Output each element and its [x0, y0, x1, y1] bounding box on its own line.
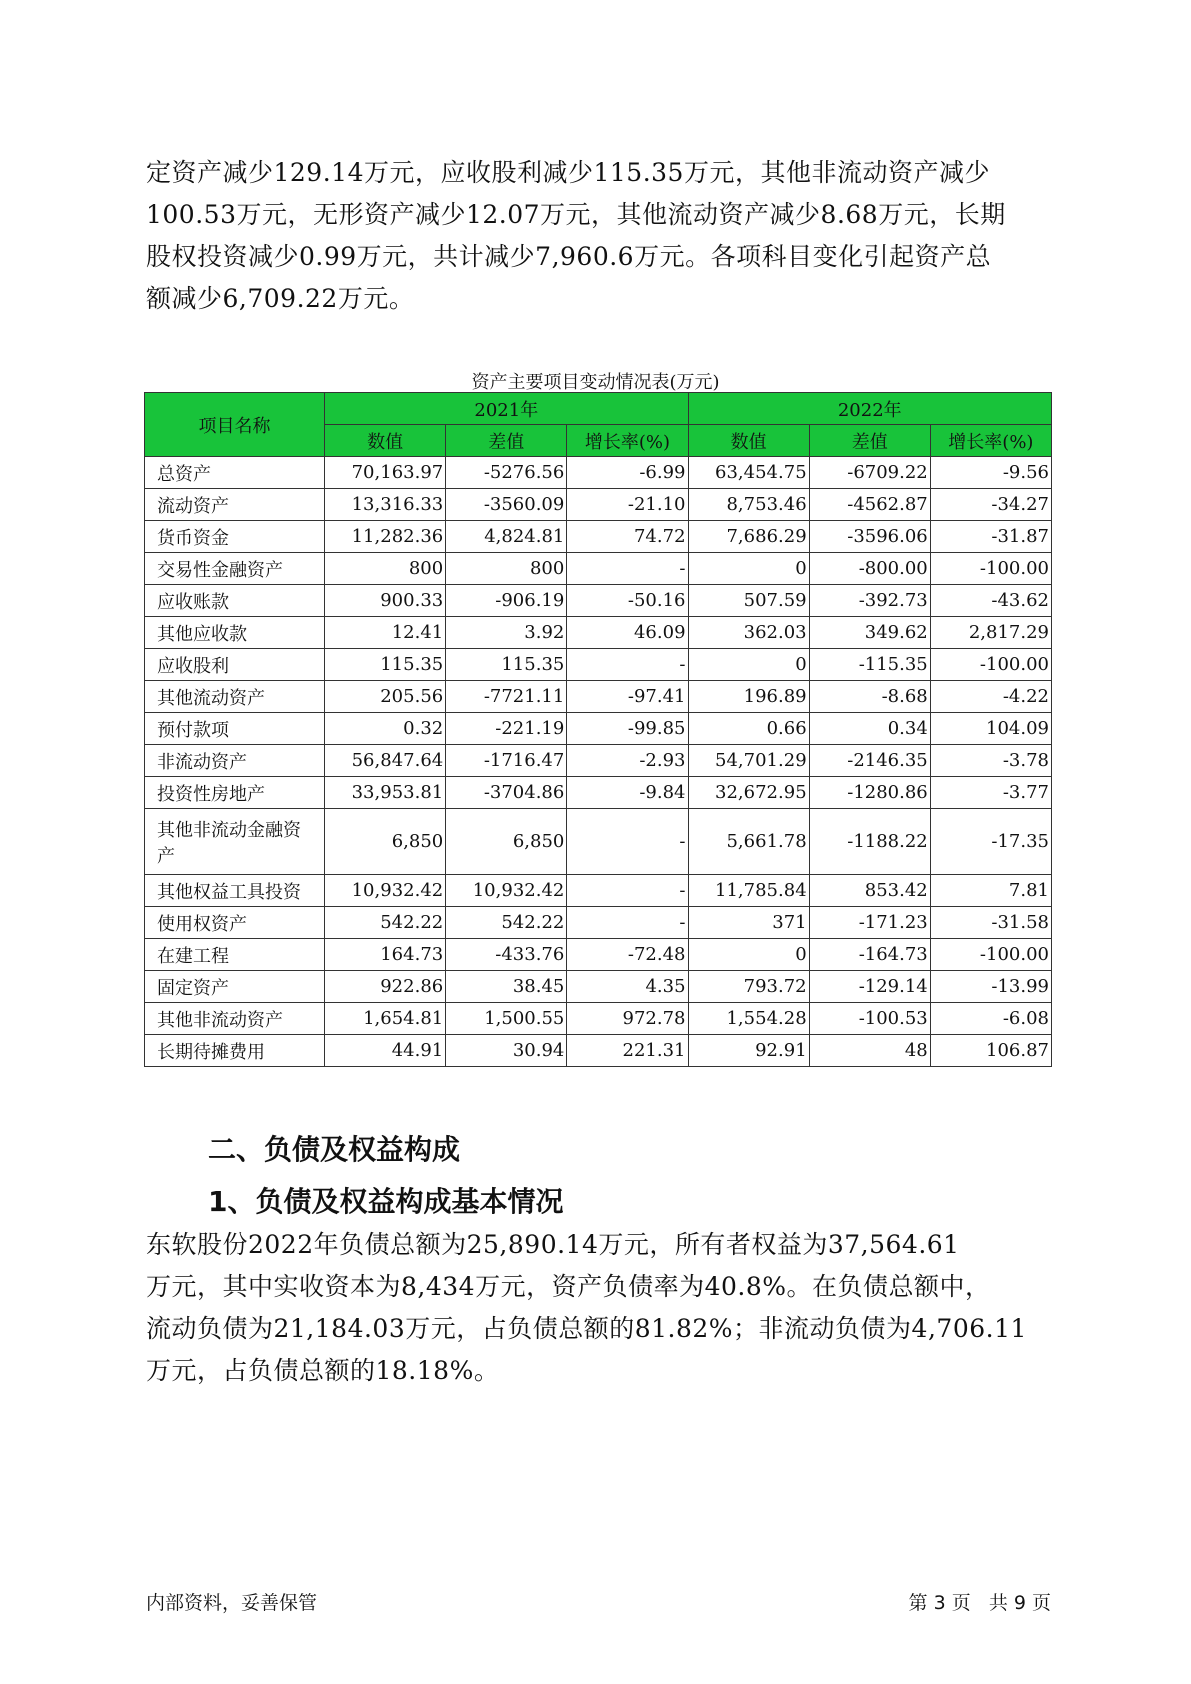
table-row [145, 971, 1052, 1003]
row-value-cell: 5,661.78 [688, 809, 809, 875]
row-value-cell: 542.22 [325, 907, 446, 939]
row-value-cell: -800.00 [809, 553, 930, 585]
paragraph-line: 万元，占负债总额的18.18%。 [146, 1356, 500, 1385]
row-value-cell: -171.23 [809, 907, 930, 939]
row-item-name: 在建工程 [145, 939, 325, 971]
row-value-cell: -906.19 [446, 585, 567, 617]
row-value-cell: 44.91 [325, 1035, 446, 1067]
row-value-cell: 6,850 [446, 809, 567, 875]
table-row [145, 553, 1052, 585]
header-growth-2022: 增长率(%) [930, 425, 1051, 457]
section-heading: 二、负债及权益构成 [208, 1133, 461, 1166]
table-row [145, 875, 1052, 907]
row-value-cell: -6.99 [567, 457, 688, 489]
row-value-cell: 56,847.64 [325, 745, 446, 777]
row-item-name: 货币资金 [145, 521, 325, 553]
row-value-cell: 46.09 [567, 617, 688, 649]
row-value-cell: - [567, 649, 688, 681]
row-value-cell: 106.87 [930, 1035, 1051, 1067]
body-paragraph [146, 1224, 1050, 1392]
row-value-cell: 0 [688, 649, 809, 681]
row-value-cell: 70,163.97 [325, 457, 446, 489]
table-row [145, 649, 1052, 681]
subsection-heading: 1、负债及权益构成基本情况 [208, 1185, 564, 1218]
row-value-cell: -1716.47 [446, 745, 567, 777]
row-item-name: 长期待摊费用 [145, 1035, 325, 1067]
paragraph-line: 东软股份2022年负债总额为25,890.14万元，所有者权益为37,564.61 [146, 1230, 960, 1259]
row-value-cell: 205.56 [325, 681, 446, 713]
table-row [145, 907, 1052, 939]
row-value-cell: -1280.86 [809, 777, 930, 809]
row-value-cell: -9.56 [930, 457, 1051, 489]
row-value-cell: - [567, 875, 688, 907]
row-value-cell: 800 [446, 553, 567, 585]
row-value-cell: 164.73 [325, 939, 446, 971]
row-value-cell: 12.41 [325, 617, 446, 649]
row-value-cell: -100.53 [809, 1003, 930, 1035]
asset-change-table [144, 392, 1052, 1067]
row-value-cell: 30.94 [446, 1035, 567, 1067]
row-value-cell: 0 [688, 939, 809, 971]
row-value-cell: 115.35 [446, 649, 567, 681]
row-value-cell: 1,500.55 [446, 1003, 567, 1035]
row-value-cell: 104.09 [930, 713, 1051, 745]
row-value-cell: 2,817.29 [930, 617, 1051, 649]
row-value-cell: 221.31 [567, 1035, 688, 1067]
row-value-cell: 33,953.81 [325, 777, 446, 809]
row-value-cell: -13.99 [930, 971, 1051, 1003]
row-value-cell: 507.59 [688, 585, 809, 617]
row-value-cell: 11,282.36 [325, 521, 446, 553]
row-value-cell: -99.85 [567, 713, 688, 745]
row-item-name: 使用权资产 [145, 907, 325, 939]
row-value-cell: -9.84 [567, 777, 688, 809]
paragraph-line: 100.53万元，无形资产减少12.07万元，其他流动资产减少8.68万元，长期 [146, 200, 1006, 229]
row-value-cell: 32,672.95 [688, 777, 809, 809]
row-value-cell: -4562.87 [809, 489, 930, 521]
row-value-cell: 63,454.75 [688, 457, 809, 489]
row-value-cell: -221.19 [446, 713, 567, 745]
row-value-cell: 1,654.81 [325, 1003, 446, 1035]
row-value-cell: -31.87 [930, 521, 1051, 553]
row-value-cell: -8.68 [809, 681, 930, 713]
header-diff-2022: 差值 [809, 425, 930, 457]
header-diff-2021: 差值 [446, 425, 567, 457]
header-growth-2021: 增长率(%) [567, 425, 688, 457]
row-value-cell: -100.00 [930, 649, 1051, 681]
row-value-cell: 1,554.28 [688, 1003, 809, 1035]
footer-page-number: 第 3 页 共 9 页 [908, 1592, 1051, 1614]
row-value-cell: 10,932.42 [446, 875, 567, 907]
row-value-cell: - [567, 553, 688, 585]
row-item-name: 应收股利 [145, 649, 325, 681]
row-value-cell: 0.32 [325, 713, 446, 745]
row-value-cell: 196.89 [688, 681, 809, 713]
row-value-cell: 48 [809, 1035, 930, 1067]
paragraph-line: 流动负债为21,184.03万元，占负债总额的81.82%；非流动负债为4,706.11 [146, 1314, 1027, 1343]
row-value-cell: -3.77 [930, 777, 1051, 809]
row-value-cell: -100.00 [930, 939, 1051, 971]
row-item-name: 投资性房地产 [145, 777, 325, 809]
row-value-cell: 362.03 [688, 617, 809, 649]
row-value-cell: -3596.06 [809, 521, 930, 553]
header-year-2022: 2022年 [688, 393, 1051, 425]
row-value-cell: 3.92 [446, 617, 567, 649]
row-value-cell: 7,686.29 [688, 521, 809, 553]
row-value-cell: -6.08 [930, 1003, 1051, 1035]
row-value-cell: -43.62 [930, 585, 1051, 617]
row-value-cell: 853.42 [809, 875, 930, 907]
row-value-cell: -3704.86 [446, 777, 567, 809]
row-value-cell: 349.62 [809, 617, 930, 649]
table-caption: 资产主要项目变动情况表(万元) [471, 372, 720, 393]
row-value-cell: -5276.56 [446, 457, 567, 489]
row-value-cell: -3560.09 [446, 489, 567, 521]
paragraph-line: 万元，其中实收资本为8,434万元，资产负债率为40.8%。在负债总额中， [146, 1272, 991, 1301]
header-year-2021: 2021年 [325, 393, 688, 425]
table-row [145, 457, 1052, 489]
table-row [145, 745, 1052, 777]
row-item-name: 总资产 [145, 457, 325, 489]
row-item-name: 非流动资产 [145, 745, 325, 777]
row-value-cell: 6,850 [325, 809, 446, 875]
row-value-cell: 900.33 [325, 585, 446, 617]
row-value-cell: 793.72 [688, 971, 809, 1003]
row-value-cell: 4,824.81 [446, 521, 567, 553]
row-value-cell: -115.35 [809, 649, 930, 681]
row-value-cell: -392.73 [809, 585, 930, 617]
header-value-2022: 数值 [688, 425, 809, 457]
footer-confidential-note: 内部资料，妥善保管 [146, 1592, 318, 1614]
row-value-cell: 115.35 [325, 649, 446, 681]
header-value-2021: 数值 [325, 425, 446, 457]
table-row [145, 489, 1052, 521]
row-item-name: 其他权益工具投资 [145, 875, 325, 907]
row-item-name: 其他流动资产 [145, 681, 325, 713]
row-value-cell: 13,316.33 [325, 489, 446, 521]
row-value-cell: -17.35 [930, 809, 1051, 875]
table-row [145, 713, 1052, 745]
row-item-name: 其他非流动资产 [145, 1003, 325, 1035]
row-item-name: 其他应收款 [145, 617, 325, 649]
table-row [145, 777, 1052, 809]
intro-paragraph [146, 152, 1050, 320]
row-value-cell: - [567, 907, 688, 939]
table-row [145, 585, 1052, 617]
table-row [145, 1003, 1052, 1035]
row-value-cell: 0.34 [809, 713, 930, 745]
row-value-cell: 38.45 [446, 971, 567, 1003]
row-value-cell: -6709.22 [809, 457, 930, 489]
row-item-name: 应收账款 [145, 585, 325, 617]
row-value-cell: -2.93 [567, 745, 688, 777]
row-value-cell: 800 [325, 553, 446, 585]
paragraph-line: 额减少6,709.22万元。 [146, 284, 415, 313]
table-row [145, 681, 1052, 713]
table-row [145, 939, 1052, 971]
row-value-cell: -2146.35 [809, 745, 930, 777]
row-value-cell: -50.16 [567, 585, 688, 617]
row-value-cell: 0.66 [688, 713, 809, 745]
table-body [145, 457, 1052, 1067]
row-value-cell: -433.76 [446, 939, 567, 971]
row-item-name: 其他非流动金融资产 [145, 809, 325, 875]
row-value-cell: 371 [688, 907, 809, 939]
table-row [145, 617, 1052, 649]
row-item-name: 流动资产 [145, 489, 325, 521]
row-value-cell: 4.35 [567, 971, 688, 1003]
row-value-cell: 922.86 [325, 971, 446, 1003]
row-value-cell: -164.73 [809, 939, 930, 971]
row-value-cell: -34.27 [930, 489, 1051, 521]
table-row [145, 809, 1052, 875]
row-value-cell: -21.10 [567, 489, 688, 521]
row-value-cell: 0 [688, 553, 809, 585]
row-value-cell: -31.58 [930, 907, 1051, 939]
row-value-cell: 972.78 [567, 1003, 688, 1035]
row-item-name: 交易性金融资产 [145, 553, 325, 585]
row-value-cell: -97.41 [567, 681, 688, 713]
row-value-cell: -7721.11 [446, 681, 567, 713]
row-item-name: 预付款项 [145, 713, 325, 745]
row-value-cell: - [567, 809, 688, 875]
row-value-cell: 92.91 [688, 1035, 809, 1067]
row-value-cell: -1188.22 [809, 809, 930, 875]
table-row [145, 1035, 1052, 1067]
table-row [145, 521, 1052, 553]
paragraph-line: 定资产减少129.14万元，应收股利减少115.35万元，其他非流动资产减少 [146, 158, 990, 187]
paragraph-line: 股权投资减少0.99万元，共计减少7,960.6万元。各项科目变化引起资产总 [146, 242, 992, 271]
row-value-cell: 542.22 [446, 907, 567, 939]
row-value-cell: -129.14 [809, 971, 930, 1003]
row-value-cell: 7.81 [930, 875, 1051, 907]
row-value-cell: 8,753.46 [688, 489, 809, 521]
row-value-cell: -100.00 [930, 553, 1051, 585]
row-value-cell: 11,785.84 [688, 875, 809, 907]
header-item-name: 项目名称 [145, 393, 325, 457]
row-value-cell: -3.78 [930, 745, 1051, 777]
row-value-cell: -72.48 [567, 939, 688, 971]
row-value-cell: 74.72 [567, 521, 688, 553]
row-value-cell: 54,701.29 [688, 745, 809, 777]
row-value-cell: 10,932.42 [325, 875, 446, 907]
row-value-cell: -4.22 [930, 681, 1051, 713]
row-item-name: 固定资产 [145, 971, 325, 1003]
